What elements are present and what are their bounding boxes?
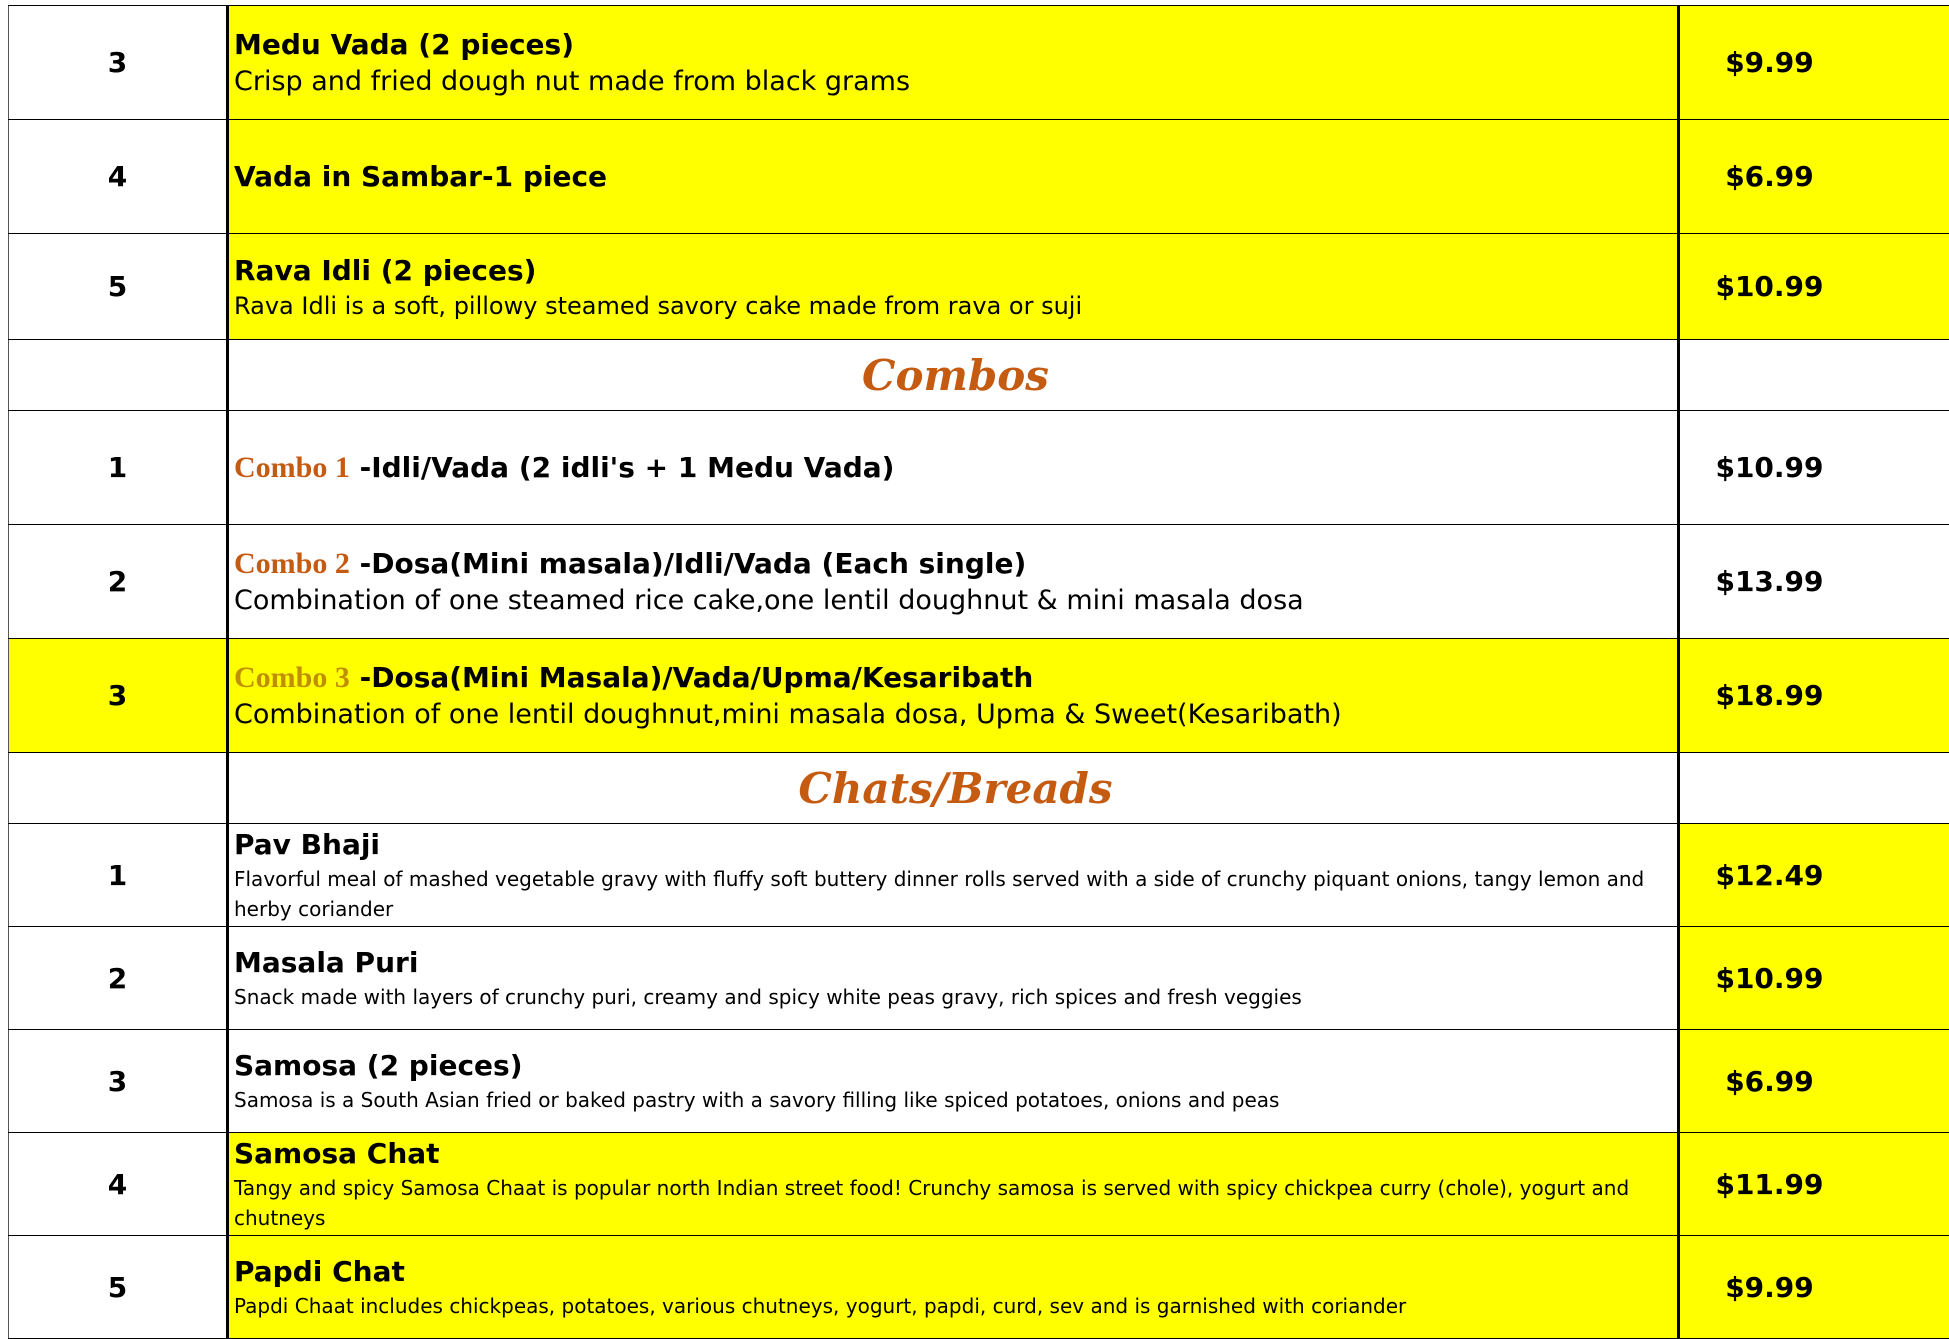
- combo-tag: Combo 3: [234, 661, 350, 694]
- item-price: $12.49: [1679, 824, 1949, 927]
- combo-tag: Combo 1: [234, 451, 350, 484]
- item-price: $18.99: [1679, 639, 1949, 753]
- item-price: $10.99: [1679, 411, 1949, 525]
- item-description: Snack made with layers of crunchy puri, creamy and spicy white peas gravy, rich spices and fresh veggies: [234, 982, 1677, 1012]
- item-price: $10.99: [1679, 927, 1949, 1030]
- section-title-combos: Combos: [228, 340, 1679, 411]
- section-title-chats-breads: Chats/Breads: [228, 753, 1679, 824]
- table-row: [9, 525, 1949, 639]
- item-name: Masala Puri: [234, 944, 1677, 982]
- item-number: 5: [9, 234, 228, 340]
- item-number: 2: [9, 927, 228, 1030]
- item-price: $10.99: [1679, 234, 1949, 340]
- table-row: [9, 411, 1949, 525]
- menu-sheet: [8, 5, 1949, 1339]
- item-name: -Dosa(Mini masala)/Idli/Vada (Each single): [350, 547, 1026, 580]
- item-name: Samosa (2 pieces): [234, 1047, 1677, 1085]
- item-name: -Idli/Vada (2 idli's + 1 Medu Vada): [350, 451, 895, 484]
- item-price: $13.99: [1679, 525, 1949, 639]
- item-description: Rava Idli is a soft, pillowy steamed savory cake made from rava or suji: [234, 290, 1677, 322]
- item-name: Samosa Chat: [234, 1135, 1677, 1173]
- item-name: Medu Vada (2 pieces): [234, 26, 1677, 64]
- item-description: Crisp and fried dough nut made from black grams: [234, 64, 1677, 100]
- table-row: [9, 1133, 1949, 1236]
- menu-table: [8, 5, 1949, 1339]
- item-number: 3: [9, 639, 228, 753]
- item-name: Papdi Chat: [234, 1253, 1677, 1291]
- section-header-row: [9, 340, 1949, 411]
- table-row: [9, 6, 1949, 120]
- table-row: [9, 824, 1949, 927]
- item-number: 1: [9, 824, 228, 927]
- item-number: 3: [9, 6, 228, 120]
- item-description: Tangy and spicy Samosa Chaat is popular north Indian street food! Crunchy samosa is served with spicy chickpea curry (chole), yogurt and chutneys: [234, 1173, 1677, 1233]
- item-name: Pav Bhaji: [234, 826, 1677, 864]
- item-price: $6.99: [1679, 120, 1949, 234]
- table-row: [9, 234, 1949, 340]
- combo-tag: Combo 2: [234, 547, 350, 580]
- item-description: Flavorful meal of mashed vegetable gravy with fluffy soft buttery dinner rolls served with a side of crunchy piquant onions, tangy lemon and herby coriander: [234, 864, 1677, 924]
- item-price: $9.99: [1679, 6, 1949, 120]
- table-row: [9, 1236, 1949, 1339]
- item-price: $6.99: [1679, 1030, 1949, 1133]
- item-name: -Dosa(Mini Masala)/Vada/Upma/Kesaribath: [350, 661, 1033, 694]
- section-header-row: [9, 753, 1949, 824]
- item-description: Combination of one steamed rice cake,one lentil doughnut & mini masala dosa: [234, 583, 1677, 619]
- item-number: 1: [9, 411, 228, 525]
- item-name: Vada in Sambar-1 piece: [234, 158, 1677, 196]
- item-number: 3: [9, 1030, 228, 1133]
- item-number: 5: [9, 1236, 228, 1339]
- item-description: Papdi Chaat includes chickpeas, potatoes, various chutneys, yogurt, papdi, curd, sev and is garnished with coriander: [234, 1291, 1677, 1321]
- item-number: 2: [9, 525, 228, 639]
- table-row: [9, 639, 1949, 753]
- table-row: [9, 120, 1949, 234]
- item-name: Rava Idli (2 pieces): [234, 252, 1677, 290]
- item-number: 4: [9, 120, 228, 234]
- item-description: Samosa is a South Asian fried or baked pastry with a savory filling like spiced potatoes, onions and peas: [234, 1085, 1677, 1115]
- item-number: 4: [9, 1133, 228, 1236]
- item-description: Combination of one lentil doughnut,mini masala dosa, Upma & Sweet(Kesaribath): [234, 697, 1677, 733]
- item-price: $9.99: [1679, 1236, 1949, 1339]
- table-row: [9, 927, 1949, 1030]
- item-price: $11.99: [1679, 1133, 1949, 1236]
- table-row: [9, 1030, 1949, 1133]
